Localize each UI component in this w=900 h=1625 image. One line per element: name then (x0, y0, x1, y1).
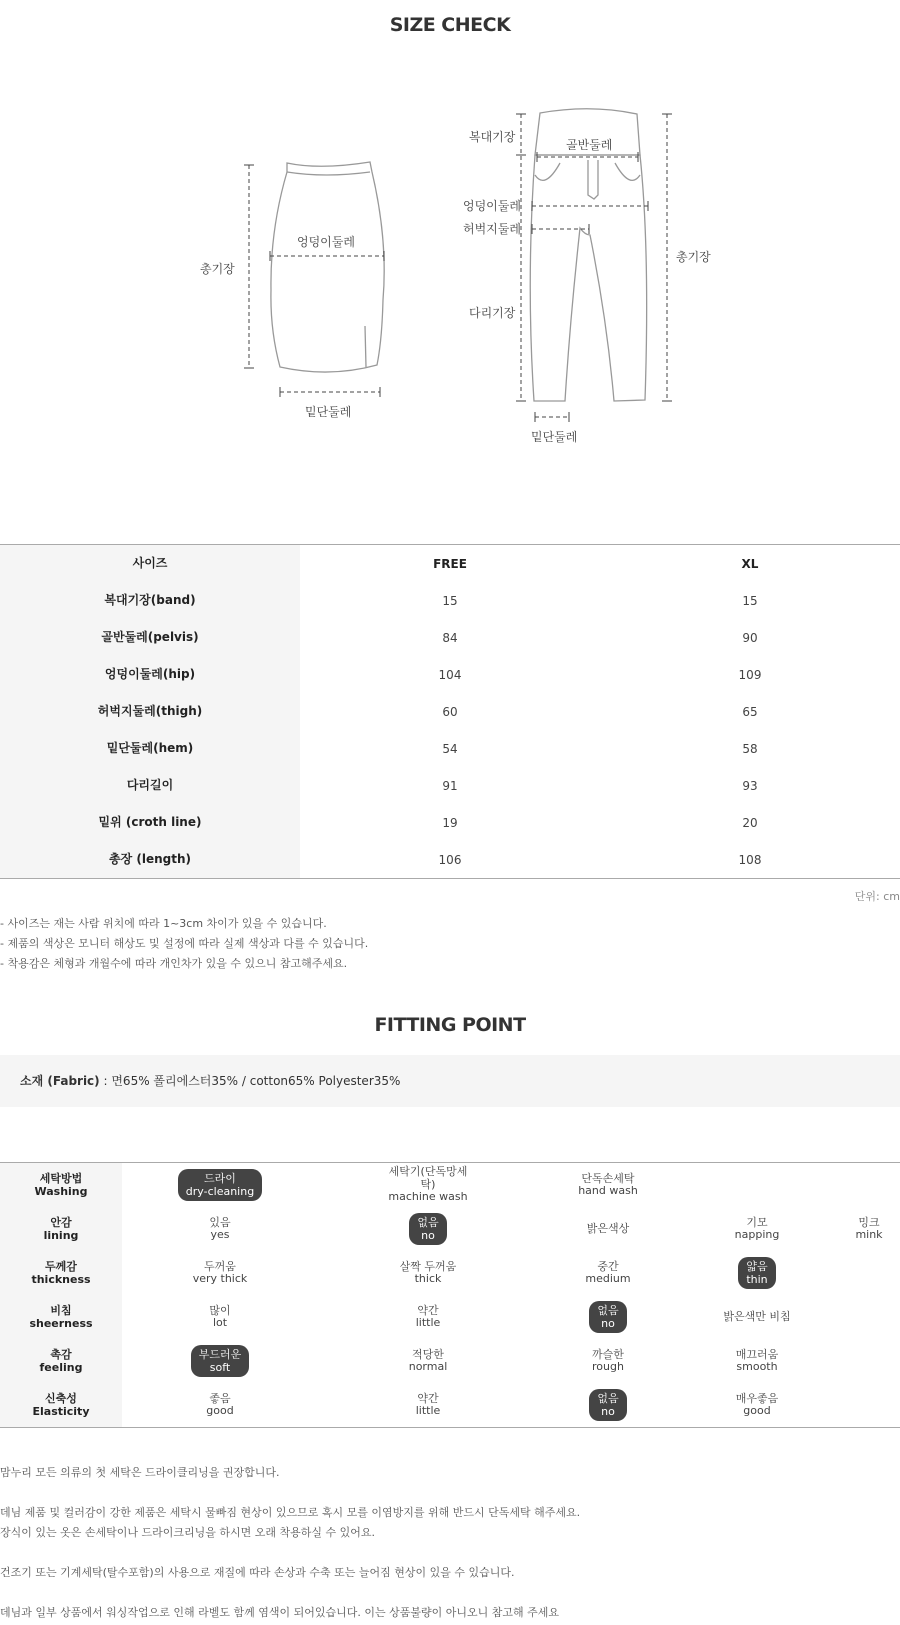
size-table (0, 544, 900, 879)
fitting-option (712, 1251, 802, 1295)
option-kr: 없음 (597, 1392, 619, 1405)
fitting-row (0, 1339, 900, 1383)
size-value: 15 (742, 593, 758, 608)
option-kr: 까슬한 (592, 1347, 624, 1361)
care-note: 데님 제품 및 컬러감이 강한 제품은 세탁시 물빠짐 현상이 있으므로 혹시 모를 이염방지를 위해 반드시 단독세탁 해주세요. (0, 1506, 581, 1519)
garment-illustration (0, 60, 900, 480)
size-row-label: 엉덩이둘레(hip) (0, 656, 300, 693)
option-en: good (206, 1404, 234, 1417)
option-kr: 있음 (209, 1215, 231, 1229)
size-value: FREE (433, 556, 467, 571)
size-value: 91 (442, 778, 458, 793)
option-kr: 세탁기(단독망세탁) (388, 1165, 468, 1191)
fitting-option (175, 1295, 265, 1339)
fitting-point-title: FITTING POINT (374, 1014, 526, 1036)
fitting-option (563, 1251, 653, 1295)
option-text (735, 1217, 780, 1242)
fitting-row (0, 1295, 900, 1339)
option-en: rough (592, 1360, 624, 1373)
fitting-row-label (0, 1251, 122, 1295)
option-en: no (421, 1229, 435, 1242)
fitting-row-label (0, 1339, 122, 1383)
selected-option-badge (589, 1389, 626, 1421)
option-kr: 밝은색만 비침 (723, 1309, 791, 1323)
option-text (193, 1261, 248, 1286)
option-en: thick (414, 1272, 442, 1285)
note-item: - 제품의 색상은 모니터 해상도 및 설정에 따라 실제 색상과 다를 수 있습니다. (0, 937, 369, 950)
size-value: 54 (442, 741, 458, 756)
fitting-option (383, 1207, 473, 1251)
size-value: XL (741, 556, 759, 571)
size-row-label: 총장 (length) (0, 841, 300, 878)
option-text (206, 1393, 233, 1418)
fitting-label-kr: 촉감 (50, 1348, 72, 1361)
option-en: good (743, 1404, 771, 1417)
fitting-option (563, 1163, 653, 1207)
size-value: 104 (438, 667, 462, 682)
fitting-row-label (0, 1383, 122, 1427)
fitting-row-label (0, 1163, 122, 1207)
note-item: - 사이즈는 재는 사람 위치에 따라 1~3cm 차이가 있을 수 있습니다. (0, 917, 327, 930)
size-table-row (0, 619, 900, 656)
size-value: 108 (738, 852, 762, 867)
option-en: machine wash (388, 1190, 468, 1204)
fabric-info (0, 1055, 900, 1107)
option-kr: 없음 (597, 1304, 619, 1317)
option-en: thin (746, 1273, 768, 1286)
fitting-option (563, 1295, 653, 1339)
pants-thigh-label: 허벅지둘레 (463, 222, 521, 236)
size-value: 19 (442, 815, 458, 830)
option-kr: 매끄러움 (735, 1347, 779, 1361)
size-row-label: 허벅지둘레(thigh) (0, 693, 300, 730)
fitting-row (0, 1251, 900, 1295)
size-value: 58 (742, 741, 758, 756)
option-text (416, 1305, 441, 1330)
unit-label: 단위: cm (854, 890, 900, 903)
option-kr: 두꺼움 (204, 1259, 236, 1273)
note-item: - 착용감은 체형과 개월수에 따라 개인차가 있을 수 있으니 참고해주세요. (0, 957, 348, 970)
size-diagram (0, 60, 900, 480)
size-table-row (0, 841, 900, 878)
option-text (855, 1217, 882, 1242)
option-kr: 약간 (417, 1391, 439, 1405)
fitting-option (563, 1383, 653, 1427)
fitting-option (824, 1207, 900, 1251)
size-row-label: 사이즈 (0, 545, 300, 582)
size-row-label: 밑단둘레(hem) (0, 730, 300, 767)
option-kr: 기모 (746, 1215, 768, 1229)
option-kr: 매우좋음 (735, 1391, 779, 1405)
option-text (585, 1261, 630, 1286)
fitting-option (383, 1339, 473, 1383)
fitting-label-en: Elasticity (32, 1405, 90, 1418)
fitting-label-en: feeling (39, 1361, 83, 1374)
option-text (209, 1305, 230, 1330)
option-text (209, 1217, 230, 1242)
fabric-label: 소재 (Fabric) (20, 1074, 100, 1088)
option-kr: 약간 (417, 1303, 439, 1317)
care-note: 장식이 있는 옷은 손세탁이나 드라이크리닝을 하시면 오래 착용하실 수 있어요. (0, 1526, 375, 1539)
care-note: 건조기 또는 기계세탁(탈수포함)의 사용으로 재질에 따라 손상과 수축 또는 늘어짐 현상이 있을 수 있습니다. (0, 1566, 515, 1579)
fitting-row-label (0, 1207, 122, 1251)
option-en: soft (209, 1361, 231, 1374)
fabric-value: : 면65% 폴리에스터35% / cotton65% Polyester35% (99, 1074, 401, 1088)
skirt-outline (271, 162, 384, 372)
size-table-row (0, 656, 900, 693)
option-en: no (601, 1405, 615, 1418)
fitting-label-en: Washing (34, 1185, 88, 1198)
option-en: dry-cleaning (185, 1185, 255, 1198)
option-kr: 단독손세탁 (581, 1171, 635, 1185)
size-value: 93 (742, 778, 758, 793)
size-value: 109 (738, 667, 762, 682)
option-text (592, 1349, 624, 1374)
size-check-title: SIZE CHECK (389, 14, 511, 36)
size-table-row (0, 767, 900, 804)
option-kr: 살짝 두꺼움 (399, 1259, 457, 1273)
option-en: smooth (736, 1360, 778, 1373)
option-en: normal (408, 1360, 448, 1373)
fitting-label-kr: 두께감 (45, 1260, 77, 1273)
size-value: 84 (442, 630, 458, 645)
size-value: 60 (442, 704, 458, 719)
option-kr: 얇음 (746, 1260, 768, 1273)
fitting-option (712, 1339, 802, 1383)
size-table-row (0, 582, 900, 619)
option-en: napping (734, 1228, 780, 1241)
selected-option-badge (409, 1213, 446, 1245)
care-note: 맘누리 모든 의류의 첫 세탁은 드라이클리닝을 권장합니다. (0, 1466, 280, 1479)
option-kr: 좋음 (209, 1391, 231, 1405)
fitting-option (563, 1339, 653, 1383)
pants-pelvis-label: 골반둘레 (566, 138, 613, 152)
selected-option-badge (589, 1301, 626, 1333)
size-value: 15 (442, 593, 458, 608)
size-value: 20 (742, 815, 758, 830)
option-kr: 드라이 (204, 1172, 236, 1185)
selected-option-badge (178, 1169, 262, 1201)
option-kr: 밝은색상 (586, 1221, 630, 1235)
fitting-option (383, 1295, 473, 1339)
size-table-row (0, 804, 900, 841)
fitting-label-kr: 안감 (50, 1216, 72, 1229)
fitting-option (383, 1383, 473, 1427)
size-value: 106 (438, 852, 462, 867)
size-value: 65 (742, 704, 758, 719)
option-en: yes (210, 1228, 230, 1241)
option-text (736, 1349, 779, 1374)
option-text (383, 1166, 473, 1204)
option-text (416, 1393, 441, 1418)
fitting-label-en: lining (43, 1229, 79, 1242)
size-table-row (0, 693, 900, 730)
selected-option-badge (191, 1345, 250, 1377)
fitting-option (175, 1339, 265, 1383)
option-en: mink (855, 1228, 883, 1241)
fitting-label-kr: 비침 (50, 1304, 72, 1317)
fitting-label-en: sheerness (29, 1317, 93, 1330)
fitting-option (712, 1207, 802, 1251)
option-text (409, 1349, 448, 1374)
option-text (400, 1261, 457, 1286)
option-kr: 많이 (209, 1303, 231, 1317)
option-kr: 중간 (597, 1259, 619, 1273)
fitting-option (175, 1163, 265, 1207)
fitting-row (0, 1383, 900, 1427)
fitting-label-kr: 세탁방법 (39, 1172, 83, 1185)
fitting-label-kr: 신축성 (45, 1392, 77, 1405)
fitting-row-label (0, 1295, 122, 1339)
fitting-option (175, 1383, 265, 1427)
fitting-option (383, 1163, 473, 1207)
size-row-label: 복대기장(band) (0, 582, 300, 619)
option-en: little (415, 1316, 441, 1329)
fitting-option (175, 1207, 265, 1251)
option-text (736, 1393, 779, 1418)
option-text (578, 1173, 638, 1198)
skirt-total-length-label: 총기장 (200, 262, 235, 276)
size-notes (0, 914, 368, 974)
pants-band-label: 복대기장 (469, 130, 516, 144)
pants-hem-label: 밑단둘레 (531, 430, 578, 444)
fitting-table (0, 1162, 900, 1428)
option-en: very thick (192, 1272, 248, 1285)
option-kr: 부드러운 (198, 1348, 242, 1361)
skirt-hip-label: 엉덩이둘레 (297, 235, 355, 249)
pants-total-length-label: 총기장 (676, 250, 711, 264)
option-text (723, 1311, 790, 1324)
pants-leg-label: 다리기장 (469, 306, 516, 320)
fitting-option (563, 1207, 653, 1251)
size-row-label: 골반둘레(pelvis) (0, 619, 300, 656)
fitting-row (0, 1207, 900, 1251)
fitting-option (175, 1251, 265, 1295)
fitting-row (0, 1163, 900, 1207)
option-en: little (415, 1404, 441, 1417)
option-text (587, 1223, 630, 1236)
size-value: 90 (742, 630, 758, 645)
fitting-label-en: thickness (31, 1273, 91, 1286)
size-table-row (0, 730, 900, 767)
option-en: lot (212, 1316, 228, 1329)
option-kr: 없음 (417, 1216, 439, 1229)
option-en: hand wash (578, 1184, 638, 1197)
fitting-option (712, 1383, 802, 1427)
fitting-option (712, 1295, 802, 1339)
option-kr: 적당한 (412, 1347, 444, 1361)
care-note: 데님과 일부 상품에서 워싱작업으로 인해 라벨도 함께 염색이 되어있습니다. 이는 상품불량이 아니오니 참고해 주세요 (0, 1606, 559, 1619)
option-kr: 밍크 (858, 1215, 880, 1229)
selected-option-badge (738, 1257, 775, 1289)
size-table-header (0, 545, 900, 582)
size-row-label: 밑위 (croth line) (0, 804, 300, 841)
skirt-hem-label: 밑단둘레 (305, 405, 352, 419)
option-en: medium (585, 1272, 631, 1285)
size-row-label: 다리길이 (0, 767, 300, 804)
fitting-option (383, 1251, 473, 1295)
option-en: no (601, 1317, 615, 1330)
pants-hip-label: 엉덩이둘레 (463, 199, 521, 213)
